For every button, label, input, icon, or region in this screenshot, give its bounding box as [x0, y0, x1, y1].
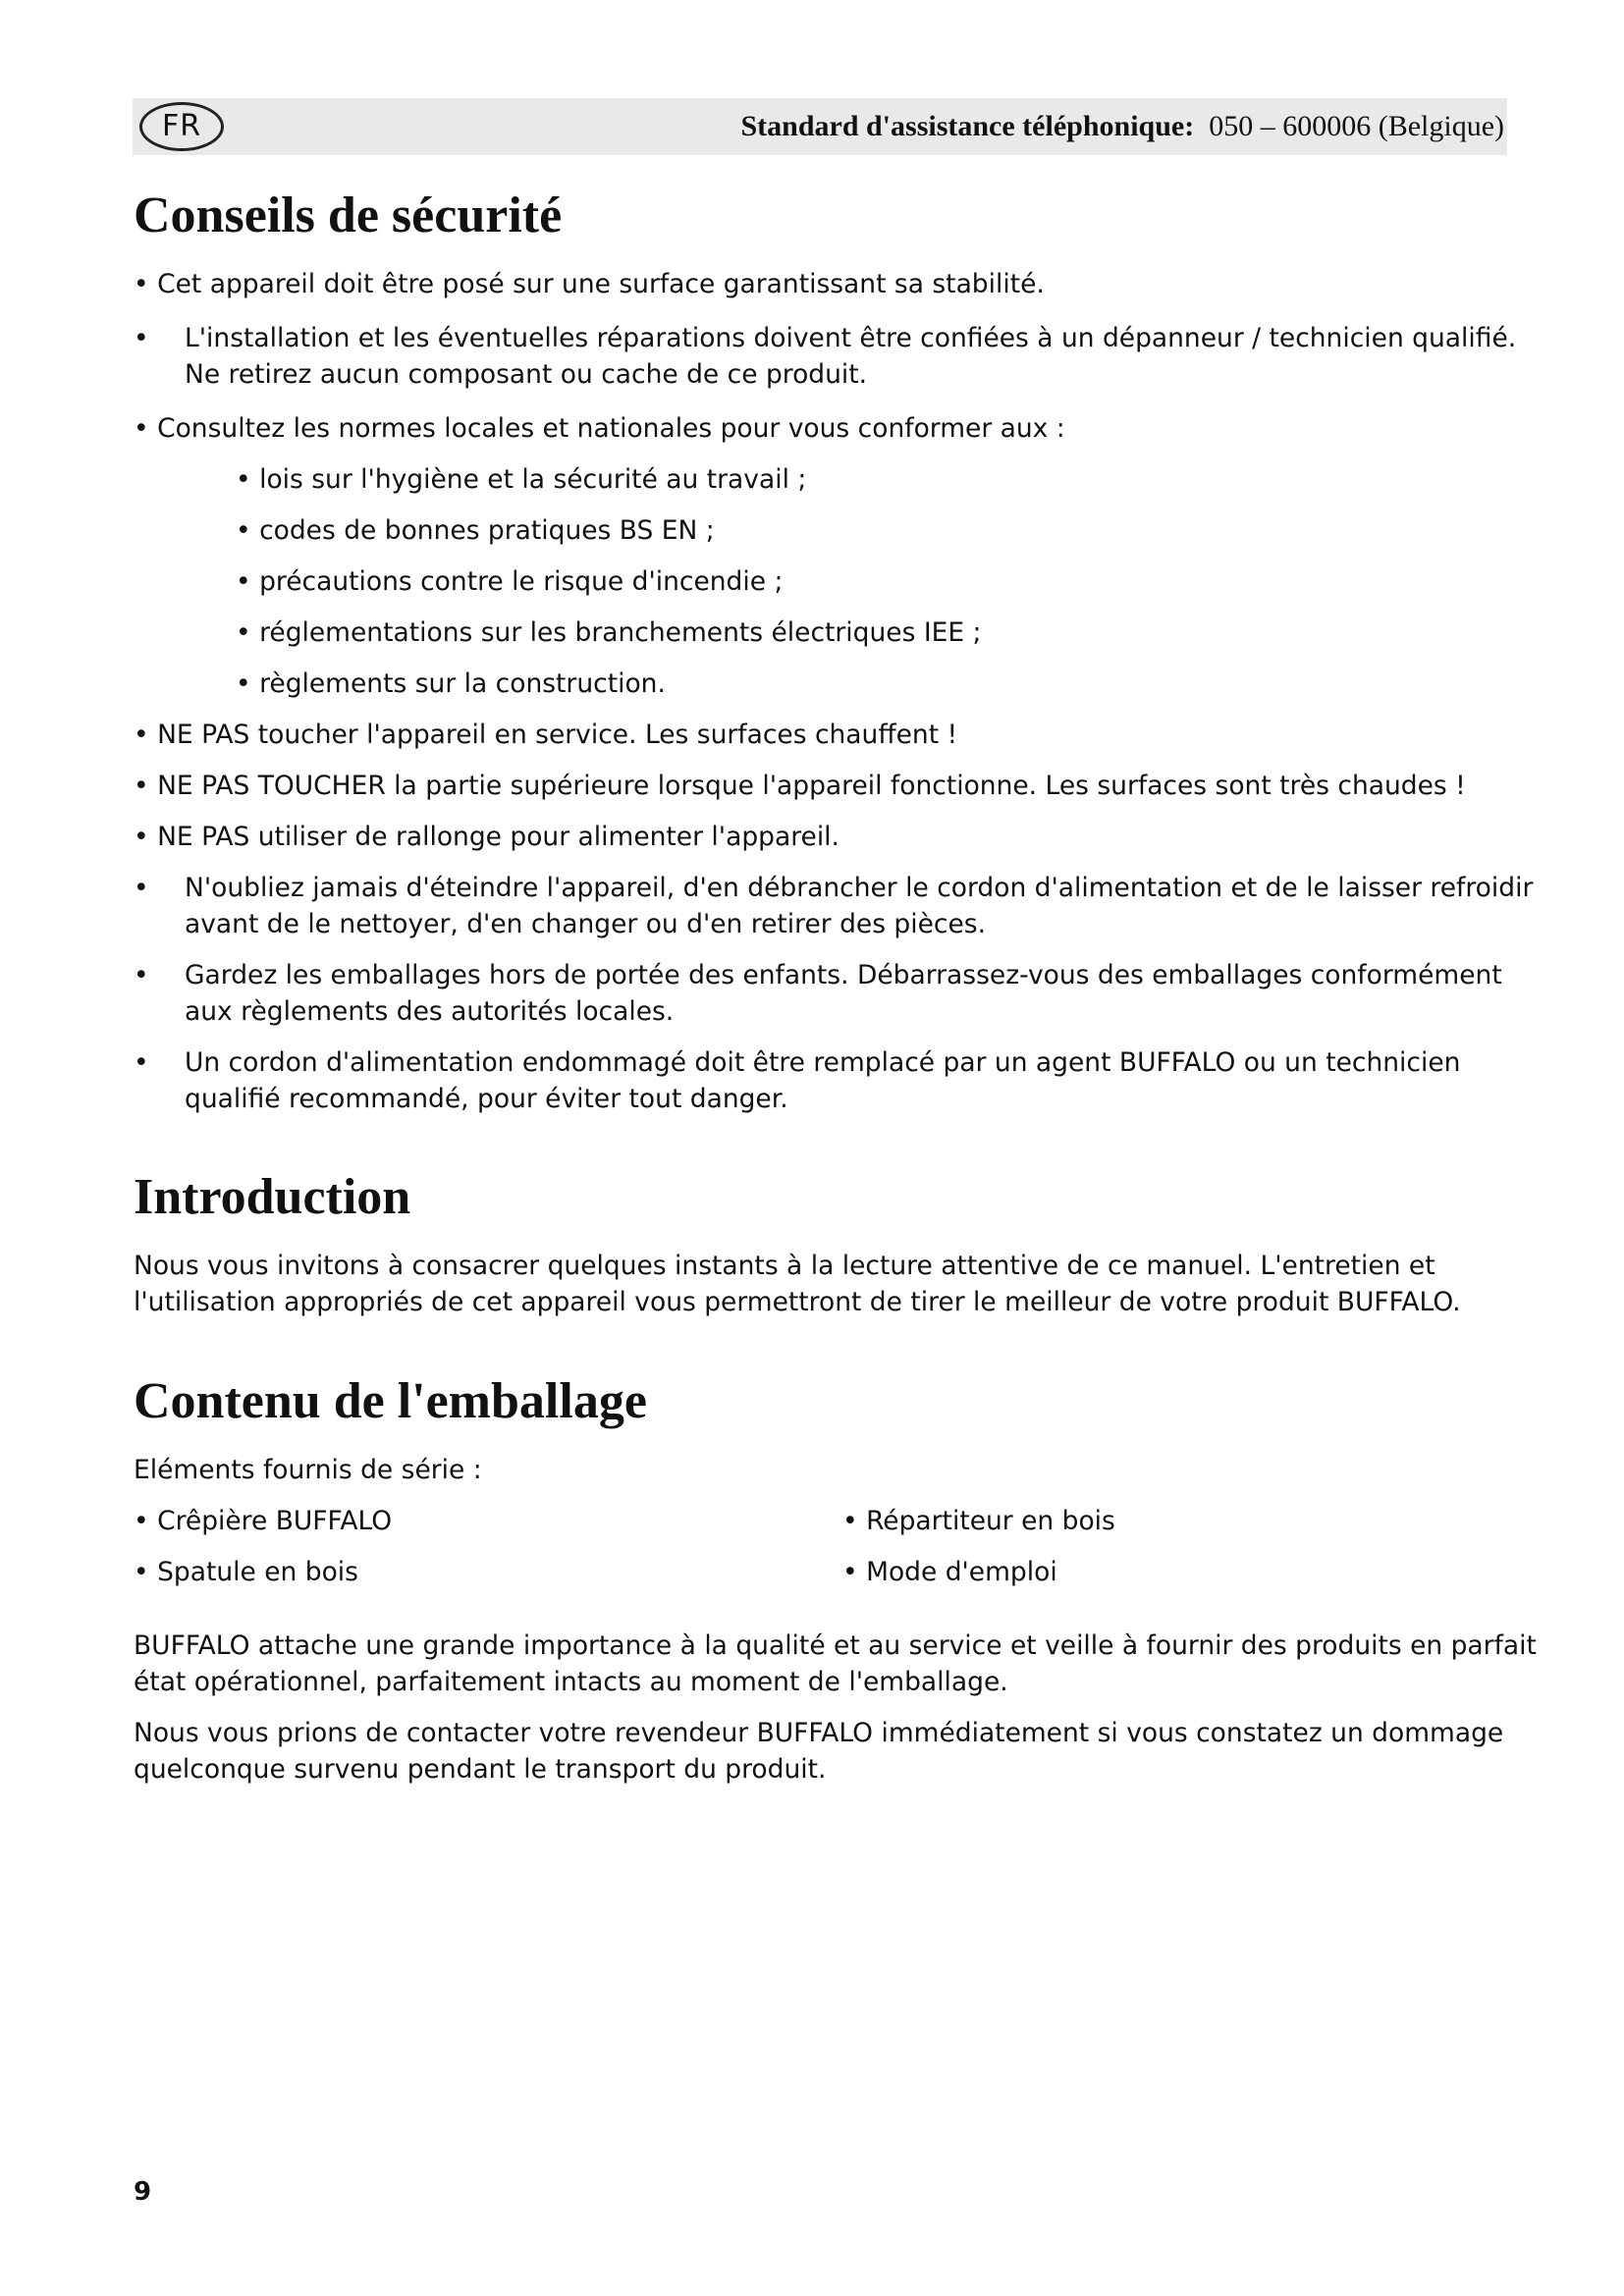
- sub-list-item: • précautions contre le risque d'incendie ;: [236, 566, 784, 597]
- contents-item: • Crêpière BUFFALO: [134, 1506, 393, 1536]
- intro-title: Introduction: [134, 1169, 411, 1225]
- contact-text-line: Nous vous prions de contacter votre revendeur BUFFALO immédiatement si vous constatez un dommage: [134, 1718, 1504, 1748]
- quality-text-line: BUFFALO attache une grande importance à la qualité et au service et veille à fournir des produits en parfait: [134, 1630, 1537, 1661]
- language-badge: FR: [139, 102, 224, 151]
- bullet: •: [134, 960, 149, 990]
- list-item: Un cordon d'alimentation endommagé doit être remplacé par un agent BUFFALO ou un technicien: [185, 1047, 1461, 1078]
- list-item: • NE PAS TOUCHER la partie supérieure lorsque l'appareil fonctionne. Les surfaces sont très chaudes !: [134, 771, 1466, 801]
- helpline: [740, 101, 1504, 152]
- sub-list-item: • lois sur l'hygiène et la sécurité au travail ;: [236, 464, 807, 495]
- sub-list-item: • règlements sur la construction.: [236, 668, 666, 699]
- list-item-continuation: qualifié recommandé, pour éviter tout danger.: [185, 1084, 788, 1114]
- list-item: N'oubliez jamais d'éteindre l'appareil, d'en débrancher le cordon d'alimentation et de le laisser refroidir: [185, 873, 1534, 903]
- quality-text-line: état opérationnel, parfaitement intacts au moment de l'emballage.: [134, 1667, 1008, 1697]
- helpline-label: Standard d'assistance téléphonique:: [740, 110, 1195, 142]
- intro-text-line: Nous vous invitons à consacrer quelques instants à la lecture attentive de ce manuel. L'entretien et: [134, 1251, 1435, 1281]
- contents-lead: Eléments fournis de série :: [134, 1455, 482, 1485]
- intro-text-line: l'utilisation appropriés de cet appareil vous permettront de tirer le meilleur de votre produit BUFFALO.: [134, 1287, 1461, 1317]
- list-item: • NE PAS utiliser de rallonge pour alimenter l'appareil.: [134, 822, 839, 852]
- bullet: •: [134, 323, 149, 353]
- contents-title: Contenu de l'emballage: [134, 1373, 647, 1429]
- contents-item: • Mode d'emploi: [842, 1557, 1057, 1587]
- list-item-continuation: Ne retirez aucun composant ou cache de ce produit.: [185, 359, 868, 390]
- contact-text-line: quelconque survenu pendant le transport du produit.: [134, 1754, 827, 1785]
- list-item: • Consultez les normes locales et nationales pour vous conformer aux :: [134, 413, 1065, 444]
- list-item: L'installation et les éventuelles réparations doivent être confiées à un dépanneur / technicien qualifié.: [185, 323, 1517, 353]
- sub-list-item: • réglementations sur les branchements électriques IEE ;: [236, 617, 982, 648]
- bullet: •: [134, 873, 149, 903]
- page-number: 9: [134, 2177, 152, 2207]
- list-item: • Cet appareil doit être posé sur une surface garantissant sa stabilité.: [134, 269, 1045, 299]
- contents-item: • Spatule en bois: [134, 1557, 358, 1587]
- list-item: • NE PAS toucher l'appareil en service. Les surfaces chauffent !: [134, 720, 958, 750]
- safety-title: Conseils de sécurité: [134, 187, 563, 243]
- list-item-continuation: aux règlements des autorités locales.: [185, 996, 675, 1027]
- list-item: Gardez les emballages hors de portée des enfants. Débarrassez-vous des emballages conformément: [185, 960, 1502, 990]
- list-item-continuation: avant de le nettoyer, d'en changer ou d'en retirer des pièces.: [185, 909, 987, 939]
- helpline-number: 050 – 600006 (Belgique): [1209, 110, 1504, 142]
- bullet: •: [134, 1047, 149, 1078]
- contents-item: • Répartiteur en bois: [842, 1506, 1115, 1536]
- sub-list-item: • codes de bonnes pratiques BS EN ;: [236, 515, 715, 546]
